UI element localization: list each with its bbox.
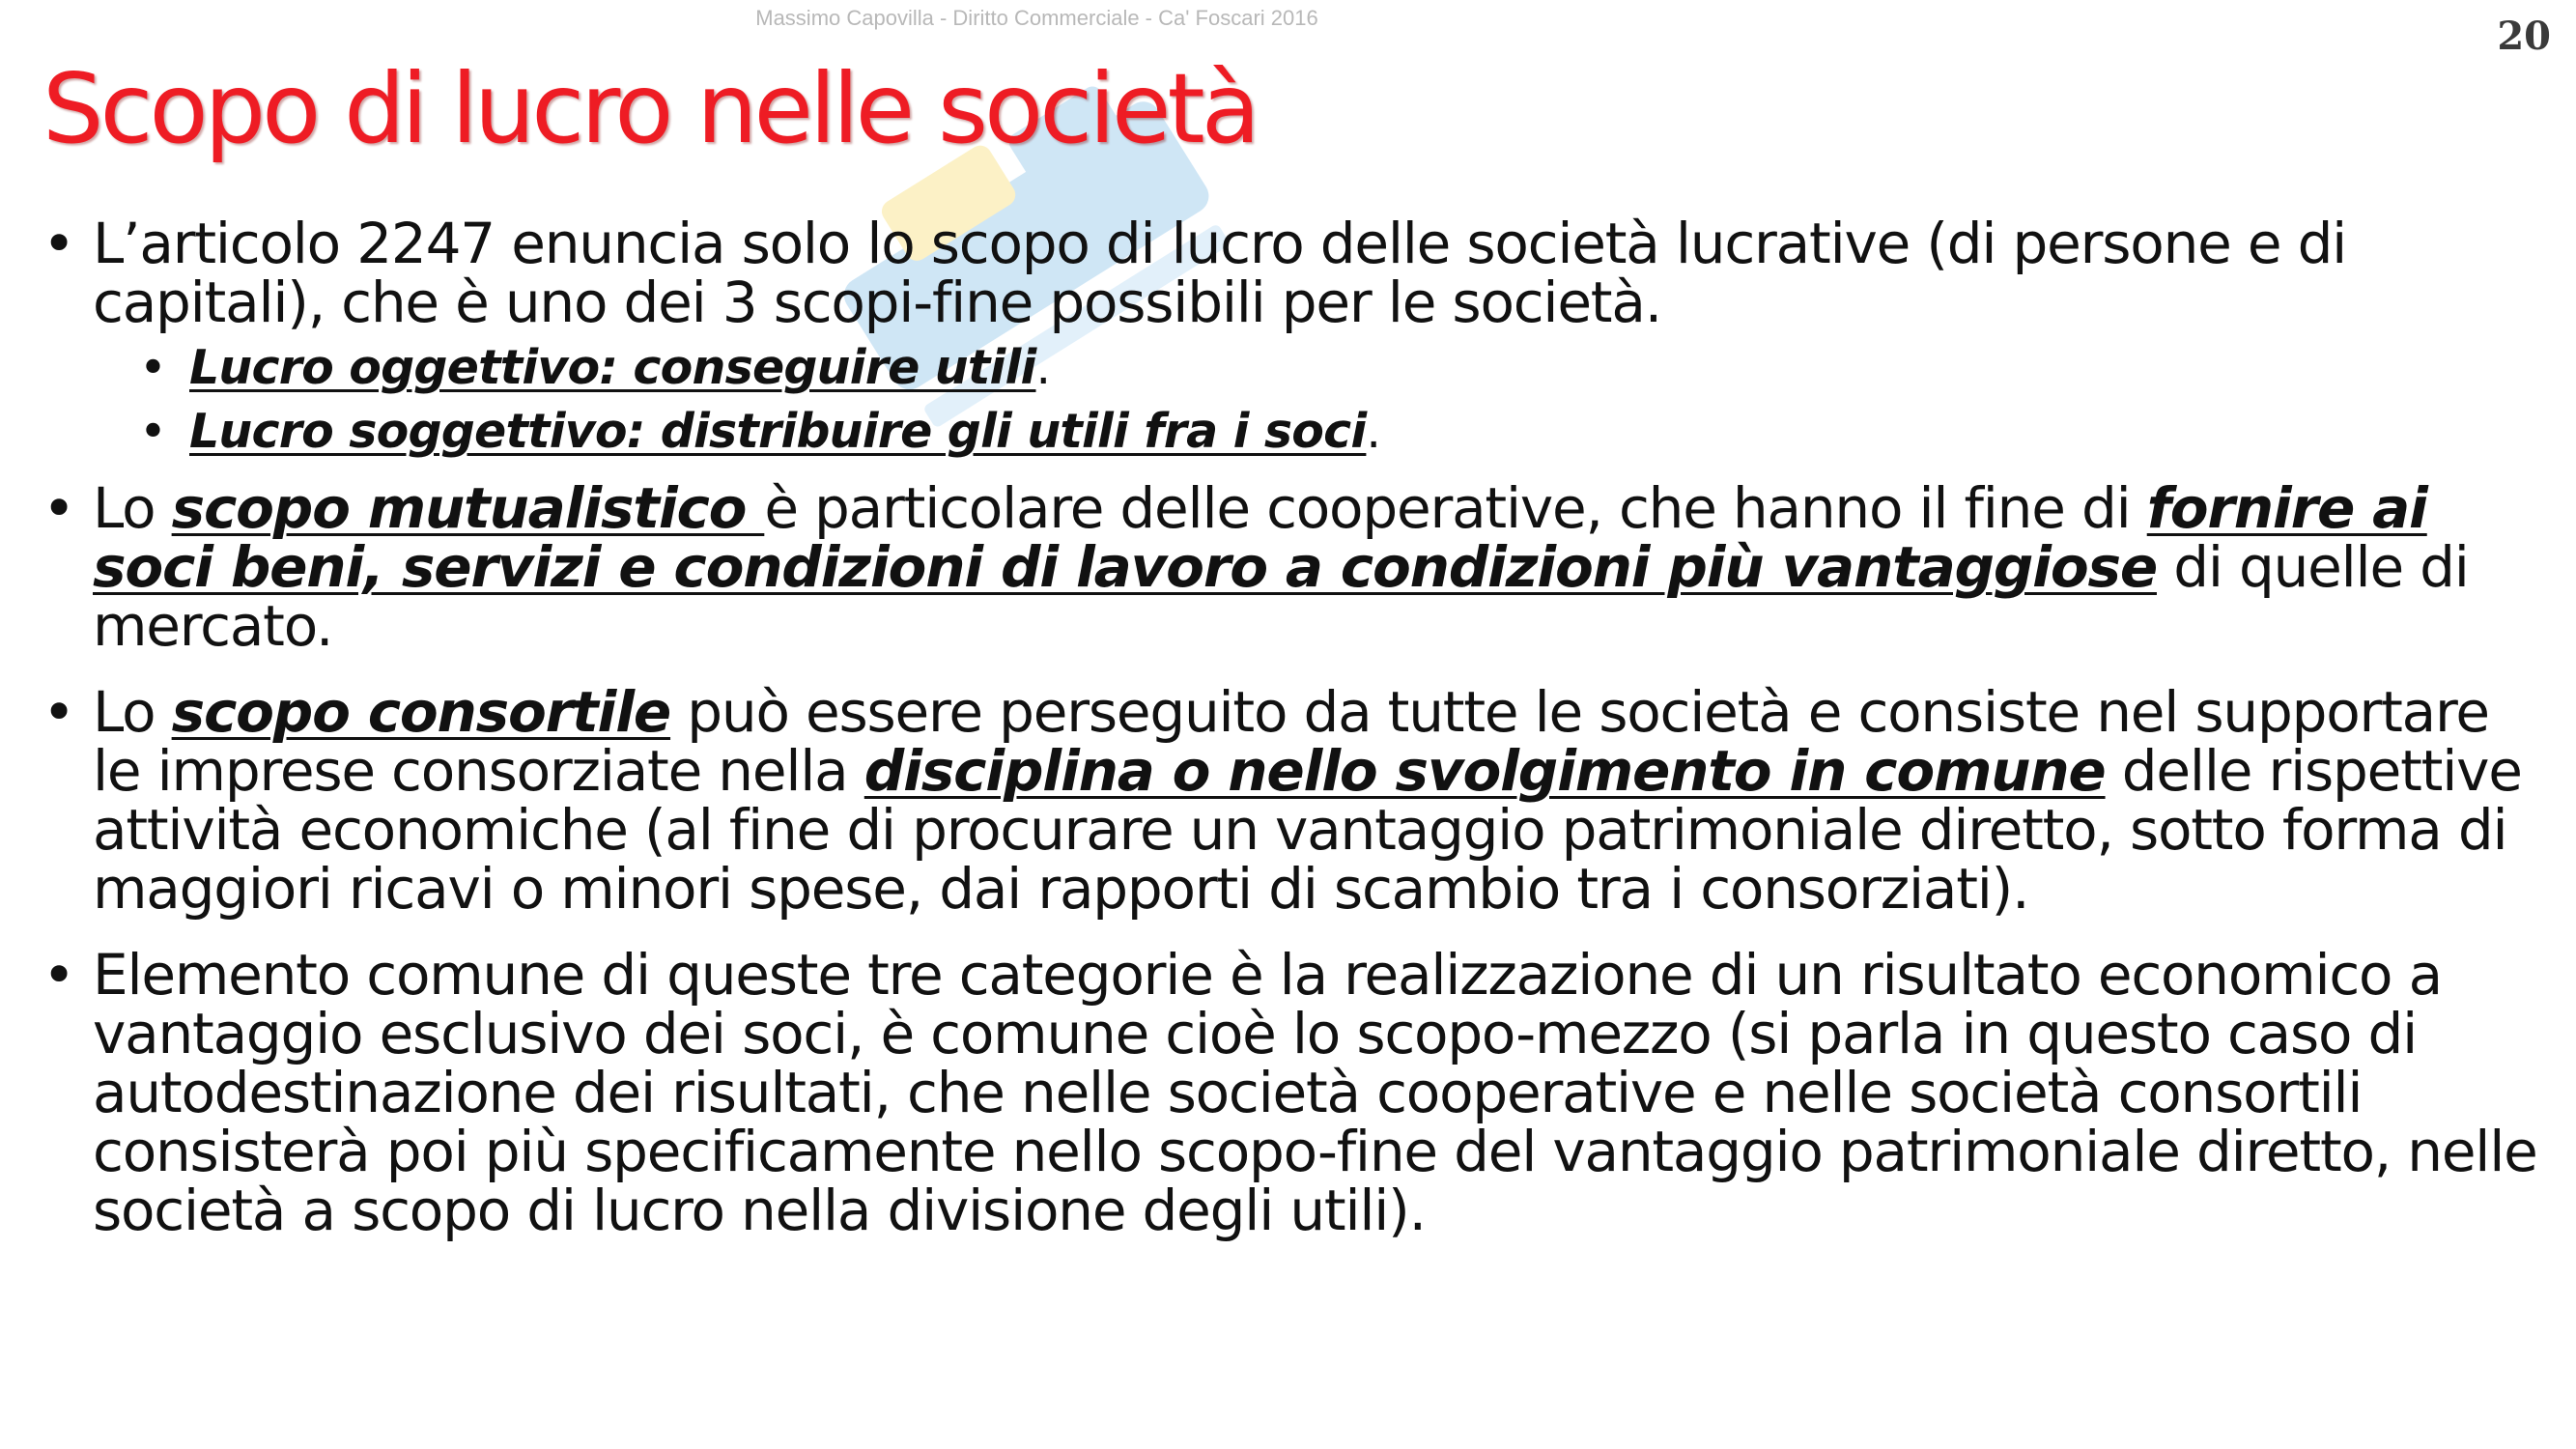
emphasis-lucro-soggettivo: Lucro soggettivo: distribuire gli utili fra i soci [189, 404, 1367, 459]
sub-bullet-lucro-oggettivo [39, 336, 2550, 400]
bullet-elemento-comune: • Elemento comune di queste tre categorie è la realizzazione di un risultato economico a vantaggio esclusivo dei soci, è comune cioè lo scopo-mezzo (si parla in questo caso di autodestinazione dei risultati, che nelle società cooperative e nelle società consortili consisterà poi più specificamente nello scopo-fine del vantaggio patrimoniale diretto, nelle società a scopo di lucro nella divisione degli utili). [39, 946, 2550, 1240]
lucro-sub-list [39, 336, 2550, 464]
slide-title: Scopo di lucro nelle società [42, 52, 1257, 165]
text-segment: può essere perseguito da tutte le società e consiste nel supportare le imprese consorziate nella [93, 679, 2489, 804]
emphasis-scopo-mutualistico: scopo mutualistico [171, 475, 765, 541]
sub-bullet-tail: . [1035, 340, 1051, 395]
text-segment: di quelle di mercato. [93, 534, 2469, 659]
text-segment: è particolare delle cooperative, che hanno il fine di [764, 475, 2147, 541]
emphasis-disciplina-in-comune: disciplina o nello svolgimento in comune [863, 738, 2106, 804]
sub-bullet-lucro-soggettivo [39, 400, 2550, 464]
bullet-scopo-consortile [39, 679, 2550, 922]
header-note [0, 6, 2576, 31]
text-segment: Lo [93, 475, 172, 541]
emphasis-scopo-consortile: scopo consortile [171, 679, 671, 745]
text-segment: delle rispettive attività economiche (al fine di procurare un vantaggio patrimoniale diretto, sotto forma di maggiori ricavi o minori spese, dai rapporti di scambio tra i consorziati). [93, 738, 2522, 922]
bullet-scopo-mutualistico [39, 475, 2550, 659]
emphasis-fornire-ai-soci: fornire ai soci beni, servizi e condizioni di lavoro a condizioni più vantaggiose [93, 475, 2427, 600]
sub-bullet-tail: . [1366, 404, 1381, 459]
header-note-text: Massimo Capovilla - Diritto Commerciale - Ca' Foscari 2016 [755, 6, 1318, 30]
slide-content [39, 211, 2550, 1267]
text-segment: Lo [93, 679, 172, 745]
page-number: 20 [2497, 14, 2551, 59]
bullet-article-2247: • L’articolo 2247 enuncia solo lo scopo di lucro delle società lucrative (di persone e di capitali), che è uno dei 3 scopi-fine possibili per le società. [39, 214, 2550, 332]
emphasis-lucro-oggettivo: Lucro oggettivo: conseguire utili [189, 340, 1036, 395]
